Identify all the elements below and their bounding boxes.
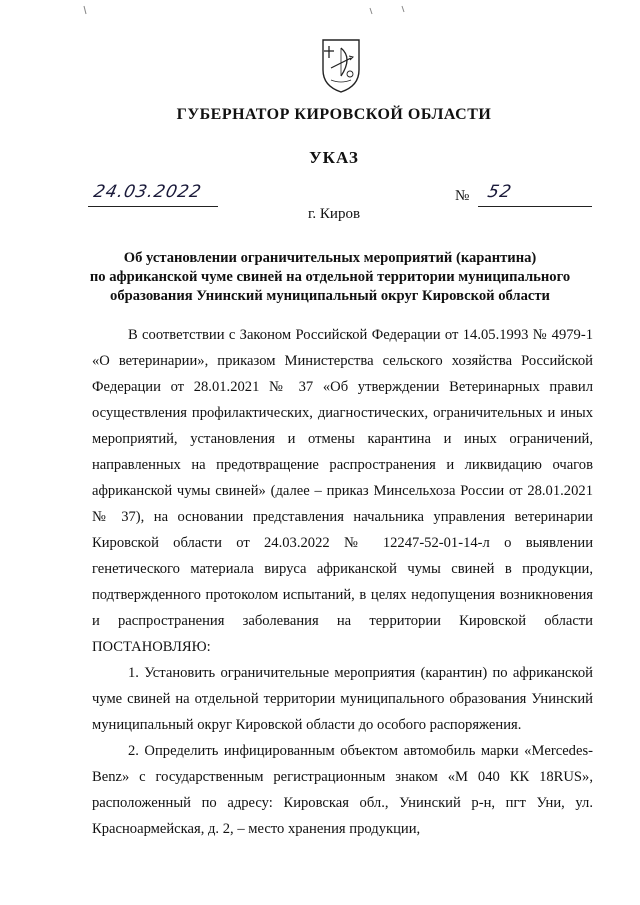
clause-paragraph: 1. Установить ограничительные мероприятия (карантин) по африканской чуме свиней на отдельной территории муниципального образования Унинский муниципальный округ Кировской области до особого распоряжения. [92, 665, 593, 733]
coat-of-arms-emblem [319, 36, 363, 94]
subject-line: образования Унинский муниципальный округ Кировской области [110, 288, 550, 304]
preamble-paragraph: В соответствии с Законом Российской Федерации от 14.05.1993 № 4979-1 «О ветеринарии», приказом Министерства сельского хозяйства Российской Федерации от 28.01.2021 № 37 «Об утверждении Ветеринарных правил осуществления профилактических, диагностических, ограничительных и иных мероприятий, установления и отмены карантина и иных ограничений, направленных на предотвращение распространения и ликвидацию очагов африканской чумы свиней» (далее – приказ Минсельхоза России от 28.01.2021 № 37), на основании представления начальника управления ветеринарии Кировской области от 24.03.2022 № 12247-52-01-14-л о выявлении генетического материала вируса африканской чумы свиней в продукции, подтвержденного протоколом испытаний, в целях недопущения возникновения и распространения заболевания на территории Кировской области ПОСТАНОВЛЯЮ: [92, 327, 593, 655]
document-type-title: УКАЗ [309, 148, 359, 167]
subject-line: Об установлении ограничительных мероприятий (карантина) [123, 250, 537, 266]
decree-subject [0, 249, 640, 306]
clause-paragraph: 2. Определить инфицированным объектом автомобиль марки «Mercedes-Benz» с государственным регистрационным знаком «М 040 КК 18RUS», расположенный по адресу: Кировская обл., Унинский р-н, пгт Уни, ул. Красноармейская, д. 2, – место хранения продукции, [92, 743, 593, 837]
handwritten-date: 24.03.2022 [91, 182, 204, 202]
subject-line: по африканской чуме свиней на отдельной территории муниципального [89, 269, 571, 285]
city-of-issue: г. Киров [307, 206, 361, 222]
number-field [478, 182, 592, 207]
number-label: № [455, 188, 470, 204]
handwritten-number: 52 [485, 182, 514, 202]
issuing-authority-title: ГУБЕРНАТОР КИРОВСКОЙ ОБЛАСТИ [176, 106, 492, 123]
scan-marks [0, 0, 640, 30]
decree-body [92, 322, 593, 842]
date-field [88, 182, 218, 207]
